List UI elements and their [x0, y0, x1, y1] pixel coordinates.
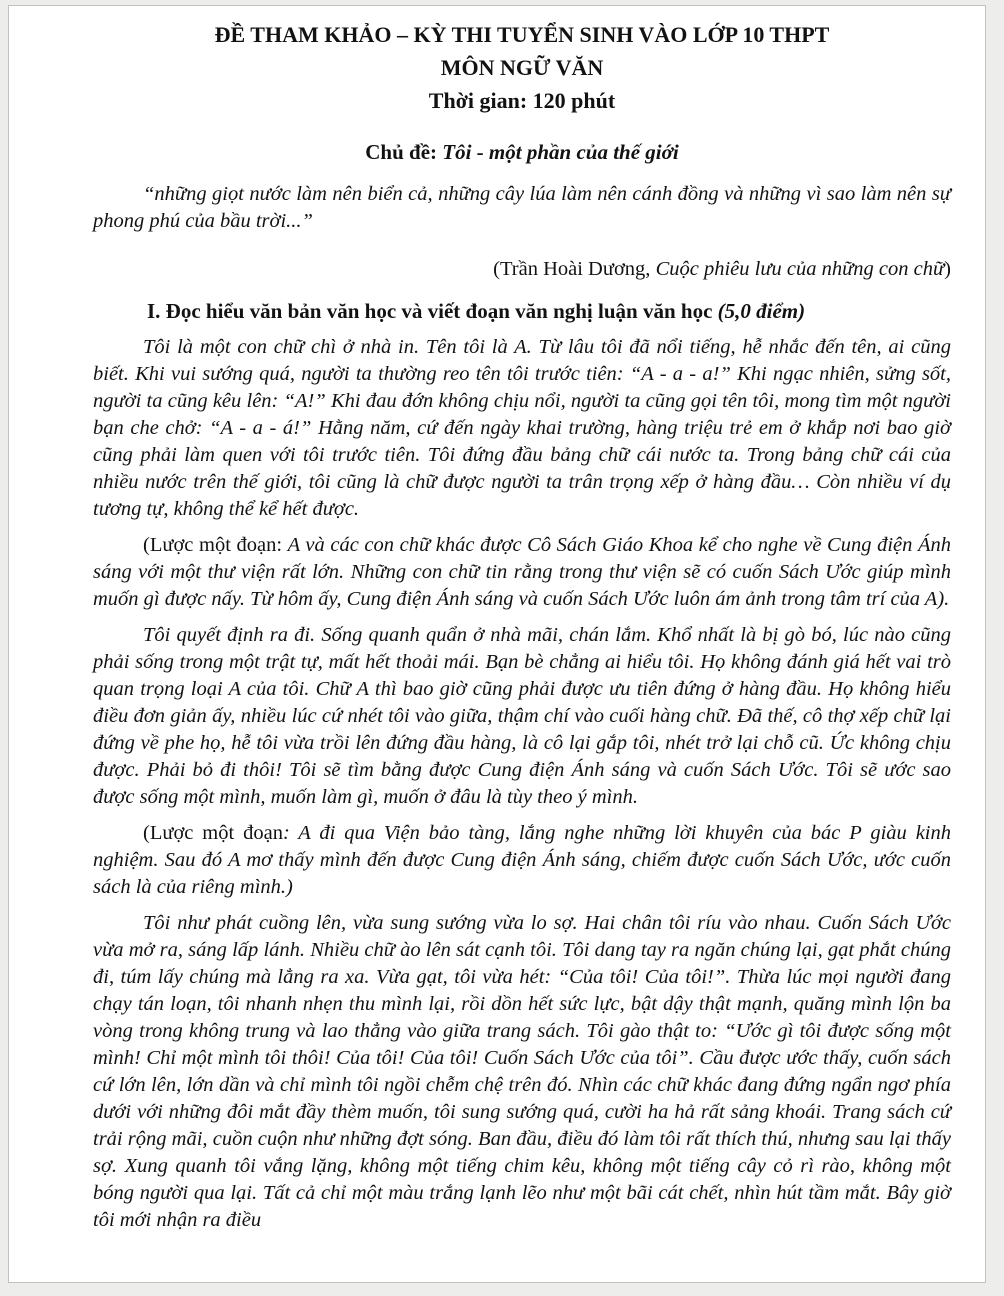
- text-run: Tôi như phát cuồng lên, vừa sung sướng vừa lo sợ. Hai chân tôi ríu vào nhau. Cuốn Sách Ước vừa mở ra, sáng lấp lánh. Nhiều chữ ào lên sát cạnh tôi. Tôi dang tay ra ngăn chúng lại, gạt phắt chúng đi, túm lấy chúng mà lẳng ra xa. Vừa gạt, tôi vừa hét: “Của tôi! Của tôi!”. Thừa lúc mọi người đang chạy tán loạn, tôi nhanh nhẹn thu mình lại, rồi dồn hết sức lực, bật dậy thật mạnh, quăng mình lộn ba vòng trong không trung và lao thẳng vào giữa trang sách. Tôi gào thật to: “Ước gì tôi được sống một mình! Chỉ một mình tôi thôi! Của tôi! Của tôi! Cuốn Sách Ước của tôi”. Cầu được ước thấy, cuốn sách cứ lớn lên, lớn dần và chỉ mình tôi ngồi chễm chệ trên đó. Nhìn các chữ khác đang đứng ngẩn ngơ phía dưới với những đôi mắt đầy thèm muốn, tôi sung sướng quá, cười ha hả rất sảng khoái. Trang sách cứ trải rộng mãi, cuồn cuộn như những đợt sóng. Ban đầu, điều đó làm tôi rất thích thú, nhưng sau lại thấy sợ. Xung quanh tôi vắng lặng, không một tiếng chim kêu, không một tiếng cây cỏ rì rào, không một bóng người qua lại. Tất cả chỉ một màu trắng lạnh lẽo như một bãi cát chết, nhìn hút tầm mắt. Bây giờ tôi mới nhận ra điều: [93, 911, 951, 1231]
- section-heading: [93, 298, 951, 325]
- text-run: : A đi qua Viện bảo tàng, lắng nghe những lời khuyên của bác P giàu kinh nghiệm. Sau đó A mơ thấy mình đến được Cung điện Ánh sáng, chiếm được cuốn Sách Ước, ước cuốn sách là của riêng mình.): [93, 821, 951, 898]
- topic-title: Tôi - một phần của thế giới: [442, 140, 679, 164]
- topic-label: Chủ đề:: [365, 140, 443, 164]
- text-run: Tôi quyết định ra đi. Sống quanh quẩn ở nhà mãi, chán lắm. Khổ nhất là bị gò bó, lúc nào cũng phải sống trong một trật tự, mất hết thoải mái. Bạn bè chẳng ai hiểu tôi. Họ không đánh giá hết vai trò quan trọng loại A của tôi. Chữ A thì bao giờ cũng phải được ưu tiên đứng ở hàng đầu. Họ không hiểu điều đơn giản ấy, nhiều lúc cứ nhét tôi vào giữa, thậm chí vào cuối hàng chữ. Đã thế, cô thợ xếp chữ lại đứng về phe họ, hễ tôi vừa trồi lên đứng đầu hàng, là cô lại gắp tôi, nhét trở lại chỗ cũ. Ức không chịu được. Phải bỏ đi thôi! Tôi sẽ tìm bằng được Cung điện Ánh sáng và cuốn Sách Ước. Tôi sẽ ước sao được sống một mình, muốn làm gì, muốn ở đâu là tùy theo ý mình.: [93, 623, 951, 808]
- body-paragraphs: [93, 334, 951, 1234]
- body-paragraph: [93, 334, 951, 523]
- body-paragraph: [93, 532, 951, 613]
- attribution-author: (Trần Hoài Dương,: [493, 257, 656, 280]
- topic-line: [93, 139, 951, 166]
- exam-subject-line: MÔN NGỮ VĂN: [440, 55, 604, 80]
- exam-header: [93, 18, 951, 117]
- exam-duration-line: Thời gian: 120 phút: [428, 88, 616, 113]
- body-paragraph: [93, 622, 951, 811]
- section-heading-main: I. Đọc hiểu văn bản văn học và viết đoạn văn nghị luận văn học: [147, 298, 718, 323]
- text-run: (Lược một đoạn: [143, 821, 283, 844]
- attribution-work-title: Cuộc phiêu lưu của những con chữ: [655, 257, 945, 280]
- text-run: (Lược một đoạn:: [143, 533, 288, 556]
- exam-title-line: ĐỀ THAM KHẢO – KỲ THI TUYỂN SINH VÀO LỚP 10 THPT: [214, 22, 830, 47]
- text-run: A và các con chữ khác được Cô Sách Giáo Khoa kể cho nghe về Cung điện Ánh sáng với một thư viện rất lớn. Những con chữ tin rằng trong thư viện sẽ có cuốn Sách Ước giúp mình muốn gì được nấy. Từ hôm ấy, Cung điện Ánh sáng và cuốn Sách Ước luôn ám ảnh trong tâm trí của A).: [93, 533, 951, 610]
- epigraph-quote: “những giọt nước làm nên biển cả, những cây lúa làm nên cánh đồng và những vì sao làm nên sự phong phú của bầu trời...”: [93, 183, 951, 232]
- section-heading-points: (5,0 điểm): [717, 298, 806, 323]
- attribution-suffix: ): [944, 257, 951, 280]
- body-paragraph: [93, 820, 951, 901]
- text-run: Tôi là một con chữ chì ở nhà in. Tên tôi là A. Từ lâu tôi đã nổi tiếng, hễ nhắc đến tên, ai cũng biết. Khi vui sướng quá, người ta thường reo tên tôi trước tiên: “A - a - a!” Khi ngạc nhiên, sửng sốt, người ta cũng kêu lên: “A!” Khi đau đớn không chịu nổi, người ta cũng gọi tên tôi, mong tìm một người bạn che chở: “A - a - á!” Hằng năm, cứ đến ngày khai trường, hàng triệu trẻ em ở khắp nơi bao giờ cũng phải làm quen với tôi trước tiên. Tôi đứng đầu bảng chữ cái nước ta. Trong bảng chữ cái của nhiều nước trên thế giới, tôi cũng là chữ được người ta trân trọng xếp ở hàng đầu… Còn nhiều ví dụ tương tự, không thể kể hết được.: [93, 335, 951, 520]
- document-page: [8, 5, 986, 1283]
- quote-attribution: [93, 256, 951, 283]
- body-paragraph: [93, 910, 951, 1234]
